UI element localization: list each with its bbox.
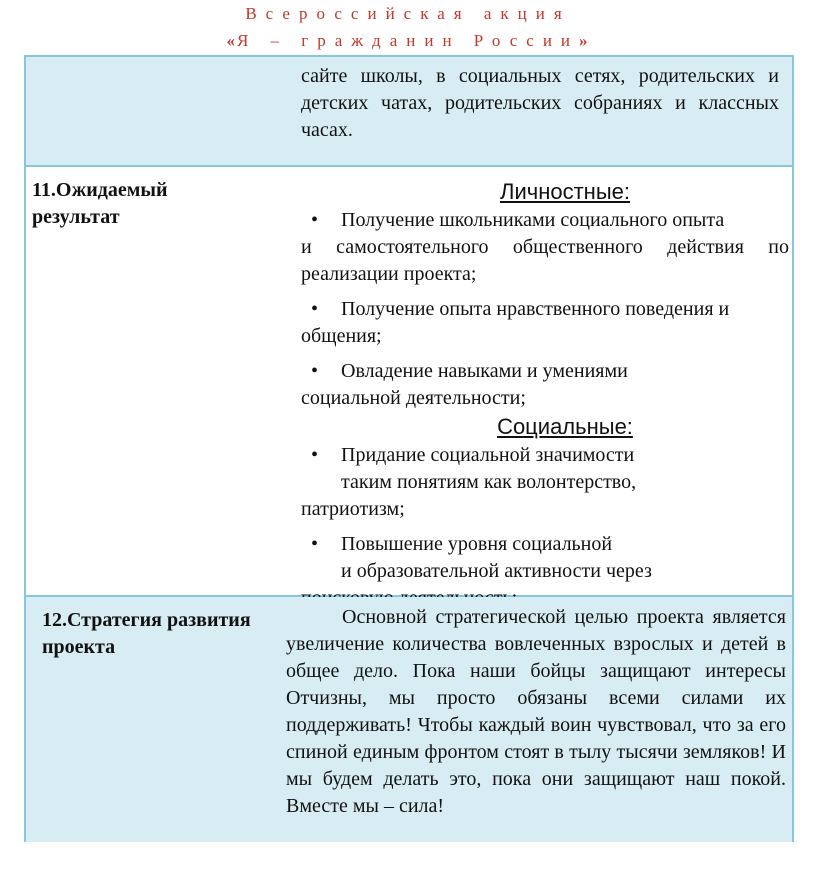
bullet-icon: • [311, 209, 319, 231]
list-item-line1: Получение опыта нравственного поведения и [341, 298, 730, 320]
list-item-line2: таким понятиям как волонтерство, [341, 471, 637, 493]
list-item [301, 207, 789, 288]
table-row-strategy [26, 597, 792, 842]
list-item [301, 358, 789, 412]
bullet-icon: • [311, 444, 319, 466]
bullet-icon: • [311, 360, 319, 382]
project-table [24, 55, 794, 842]
personal-heading: Личностные: [500, 179, 630, 204]
list-item-rest: социальной деятельности; [301, 387, 526, 409]
quote-open: « [226, 31, 237, 50]
list-item-rest: общения; [301, 325, 382, 347]
list-item-rest: патриотизм; [301, 498, 405, 520]
bullet-icon: • [311, 298, 319, 320]
list-item-line1: Получение школьниками социального опыта [341, 209, 725, 231]
dissemination-text: сайте школы, в социальных сетях, родительских и детских чатах, родительских собраниях и классных часах. [301, 65, 779, 141]
list-item [301, 296, 789, 350]
list-item-line1: Повышение уровня социальной [341, 533, 613, 555]
table-row-expected-result [26, 167, 792, 597]
table-row-dissemination [26, 57, 792, 167]
expected-result-label: 11.Ожидаемый результат [32, 179, 168, 228]
list-item-line2: и образовательной активности через [341, 560, 652, 582]
header-title-line1: Всероссийская акция [245, 4, 571, 23]
list-item-rest: и самостоятельного общественного действия по реализации проекта; [301, 236, 789, 285]
bullet-icon: • [311, 533, 319, 555]
list-item [301, 442, 789, 523]
list-item-line1: Овладение навыками и умениями [341, 360, 628, 382]
expected-result-content [301, 177, 789, 612]
header-title-line2 [0, 31, 816, 51]
list-item-line1: Придание социальной значимости [341, 444, 635, 466]
quote-close: » [579, 31, 590, 50]
strategy-text: Основной стратегической целью проекта является увеличение количества вовлеченных взрослых и детей в общее дело. Пока наши бойцы защищают интересы Отчизны, мы просто обязаны всеми силами их поддерживать! Чтобы каждый воин чувствовал, что за его спиной единым фронтом стоят в тылу тысячи земляков! И мы будем делать это, пока они защищают наш покой. Вместе мы – сила! [286, 606, 786, 817]
social-heading: Социальные: [497, 414, 633, 439]
strategy-label: 12.Стратегия развития проекта [42, 609, 251, 658]
header-title-line2-text: Я – гражданин России [236, 31, 580, 50]
